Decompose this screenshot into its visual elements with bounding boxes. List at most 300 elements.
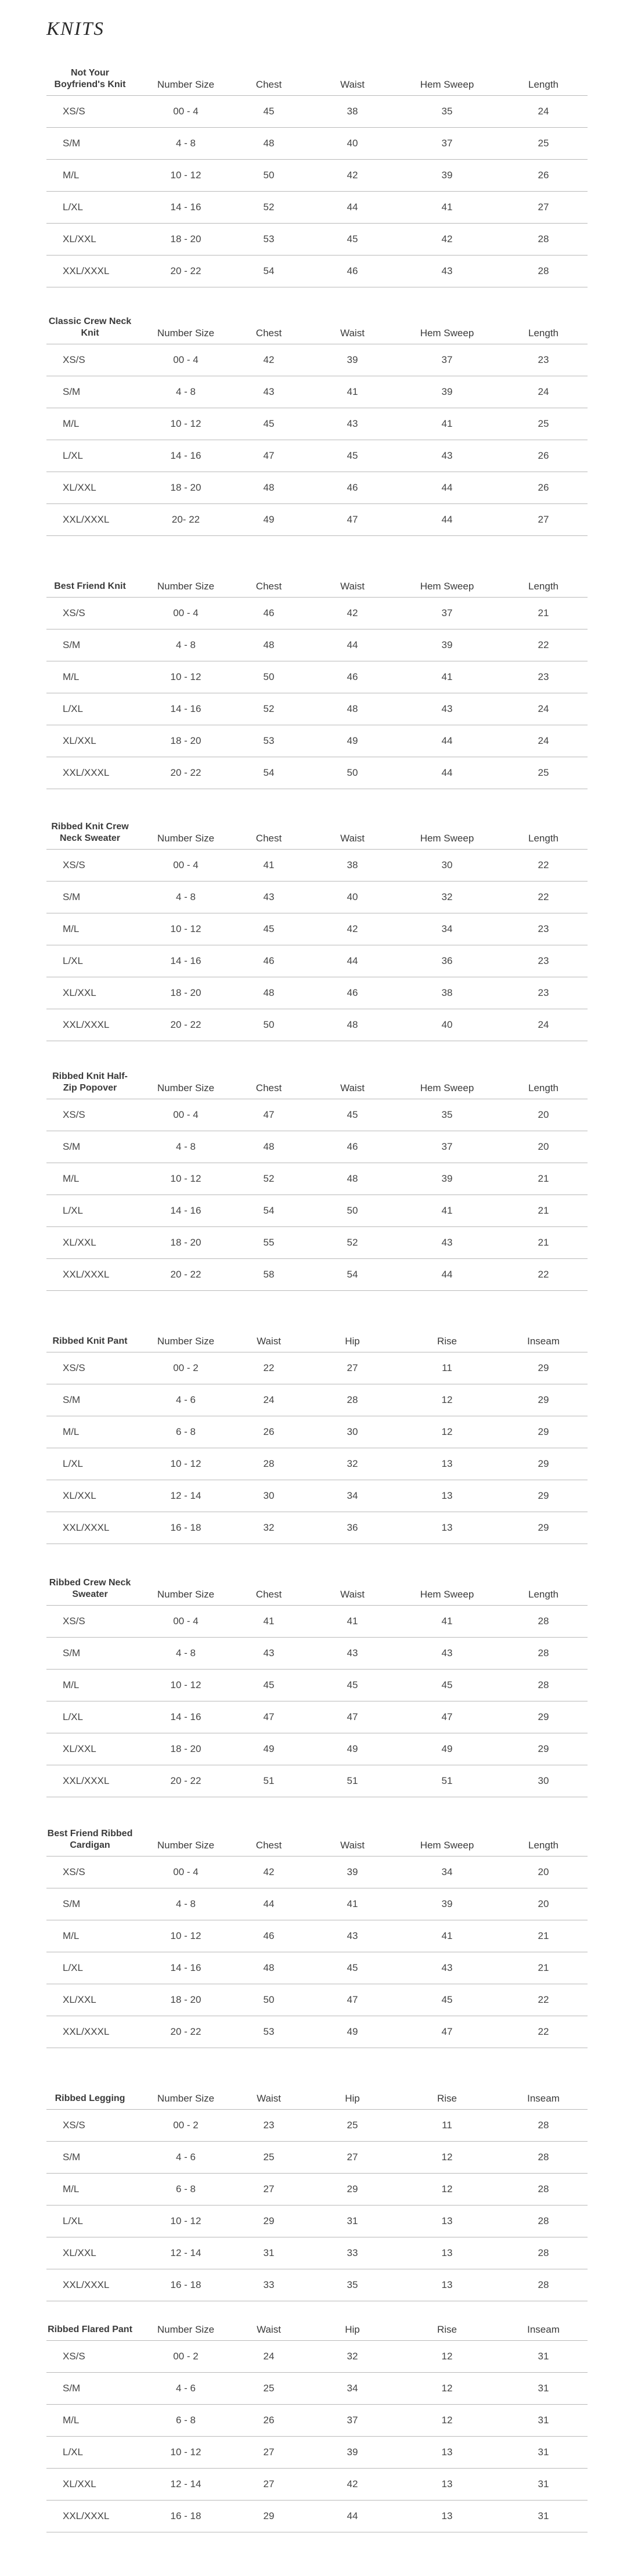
column-header: Rise <box>437 1336 457 1347</box>
measurement-cell: 4 - 8 <box>175 639 196 650</box>
table-body <box>46 95 588 287</box>
measurement-cell: 32 <box>347 1458 358 1469</box>
measurement-cell: 46 <box>347 671 358 682</box>
table-header <box>46 560 588 597</box>
measurement-cell: 00 - 2 <box>173 1362 199 1373</box>
size-label: M/L <box>63 418 80 429</box>
measurement-cell: 11 <box>442 2120 452 2131</box>
measurement-cell: 40 <box>441 1019 453 1030</box>
size-label: S/M <box>63 386 81 397</box>
measurement-cell: 31 <box>538 2383 549 2394</box>
size-label: XS/S <box>63 1866 85 1877</box>
table-header <box>46 58 588 95</box>
measurement-cell: 6 - 8 <box>175 2415 196 2426</box>
measurement-cell: 20 - 22 <box>170 1775 201 1786</box>
measurement-cell: 55 <box>263 1237 275 1248</box>
measurement-cell: 27 <box>263 2183 275 2194</box>
size-label: XS/S <box>63 1616 85 1627</box>
size-table <box>46 1062 588 1291</box>
table-row <box>46 757 588 789</box>
measurement-cell: 24 <box>263 2351 275 2362</box>
measurement-cell: 47 <box>441 2026 453 2037</box>
measurement-cell: 10 - 12 <box>170 1679 201 1690</box>
size-label: XL/XXL <box>63 482 96 493</box>
column-header: Number Size <box>157 79 215 90</box>
measurement-cell: 49 <box>263 1743 275 1754</box>
size-label: M/L <box>63 1426 80 1437</box>
measurement-cell: 28 <box>263 1458 275 1469</box>
column-header: Number Size <box>157 581 215 592</box>
measurement-cell: 21 <box>538 1930 549 1941</box>
table-row <box>46 2372 588 2404</box>
measurement-cell: 4 - 8 <box>175 1647 196 1658</box>
measurement-cell: 43 <box>347 418 358 429</box>
size-label: L/XL <box>63 1205 83 1216</box>
table-row <box>46 1888 588 1920</box>
measurement-cell: 48 <box>263 987 275 998</box>
measurement-cell: 41 <box>441 1930 453 1941</box>
size-label: XS/S <box>63 859 85 870</box>
column-header: Chest <box>255 833 282 844</box>
size-label: XL/XXL <box>63 1994 96 2005</box>
column-header: Chest <box>255 79 282 90</box>
measurement-cell: 13 <box>441 2247 453 2258</box>
measurement-cell: 27 <box>263 2447 275 2458</box>
measurement-cell: 26 <box>538 170 549 181</box>
measurement-cell: 45 <box>347 1109 358 1120</box>
measurement-cell: 47 <box>263 450 275 461</box>
measurement-cell: 52 <box>263 703 275 714</box>
size-label: S/M <box>63 138 81 149</box>
table-row <box>46 408 588 440</box>
measurement-cell: 13 <box>441 1490 453 1501</box>
column-header: Waist <box>340 328 365 339</box>
size-table <box>46 58 588 287</box>
measurement-cell: 44 <box>347 639 358 650</box>
measurement-cell: 34 <box>347 1490 358 1501</box>
measurement-cell: 13 <box>441 2279 453 2290</box>
size-label: L/XL <box>63 2447 83 2458</box>
measurement-cell: 47 <box>347 1994 358 2005</box>
measurement-cell: 29 <box>538 1490 549 1501</box>
measurement-cell: 41 <box>441 418 453 429</box>
table-header <box>46 1062 588 1099</box>
size-table <box>46 1315 588 1544</box>
measurement-cell: 45 <box>263 1679 275 1690</box>
column-header: Length <box>528 328 558 339</box>
column-header: Length <box>528 1840 558 1851</box>
measurement-cell: 49 <box>347 1743 358 1754</box>
table-body <box>46 2340 588 2532</box>
measurement-cell: 45 <box>441 1994 453 2005</box>
measurement-cell: 32 <box>441 891 453 902</box>
measurement-cell: 23 <box>538 987 549 998</box>
column-header: Hem Sweep <box>420 1589 474 1600</box>
measurement-cell: 29 <box>538 1711 549 1722</box>
measurement-cell: 23 <box>263 2120 275 2131</box>
size-label: XXL/XXXL <box>63 767 110 778</box>
measurement-cell: 18 - 20 <box>170 482 201 493</box>
size-label: XL/XXL <box>63 2247 96 2258</box>
size-label: L/XL <box>63 450 83 461</box>
size-label: L/XL <box>63 2215 83 2226</box>
measurement-cell: 25 <box>263 2152 275 2163</box>
measurement-cell: 46 <box>347 987 358 998</box>
measurement-cell: 49 <box>347 735 358 746</box>
table-row <box>46 597 588 629</box>
size-label: M/L <box>63 1679 80 1690</box>
measurement-cell: 41 <box>441 202 453 213</box>
measurement-cell: 50 <box>263 671 275 682</box>
measurement-cell: 23 <box>538 671 549 682</box>
measurement-cell: 4 - 8 <box>175 891 196 902</box>
size-label: M/L <box>63 170 80 181</box>
measurement-cell: 53 <box>263 2026 275 2037</box>
table-row <box>46 2205 588 2237</box>
table-row <box>46 440 588 472</box>
size-label: XS/S <box>63 1109 85 1120</box>
column-header: Length <box>528 833 558 844</box>
table-row <box>46 913 588 945</box>
measurement-cell: 29 <box>538 1458 549 1469</box>
size-label: XXL/XXXL <box>63 2026 110 2037</box>
column-header: Inseam <box>527 2093 560 2104</box>
measurement-cell: 31 <box>538 2415 549 2426</box>
measurement-cell: 51 <box>263 1775 275 1786</box>
measurement-cell: 42 <box>347 170 358 181</box>
measurement-cell: 25 <box>538 138 549 149</box>
measurement-cell: 28 <box>538 265 549 276</box>
measurement-cell: 40 <box>347 138 358 149</box>
measurement-cell: 4 - 6 <box>175 2383 196 2394</box>
measurement-cell: 28 <box>538 1679 549 1690</box>
measurement-cell: 42 <box>263 354 275 365</box>
measurement-cell: 30 <box>347 1426 358 1437</box>
column-header: Number Size <box>157 2093 215 2104</box>
measurement-cell: 43 <box>441 1962 453 1973</box>
size-label: XXL/XXXL <box>63 1269 110 1280</box>
measurement-cell: 22 <box>263 1362 275 1373</box>
measurement-cell: 26 <box>538 450 549 461</box>
table-row <box>46 1952 588 1984</box>
table-header <box>46 1315 588 1352</box>
measurement-cell: 42 <box>347 2478 358 2489</box>
product-name: Ribbed Flared Pant <box>48 2325 132 2334</box>
measurement-cell: 28 <box>538 2120 549 2131</box>
measurement-cell: 35 <box>347 2279 358 2290</box>
measurement-cell: 54 <box>263 265 275 276</box>
measurement-cell: 00 - 4 <box>173 1616 199 1627</box>
measurement-cell: 28 <box>538 2247 549 2258</box>
measurement-cell: 41 <box>441 671 453 682</box>
column-header: Chest <box>255 581 282 592</box>
measurement-cell: 52 <box>263 1173 275 1184</box>
measurement-cell: 4 - 6 <box>175 2152 196 2163</box>
measurement-cell: 24 <box>538 386 549 397</box>
table-row <box>46 1733 588 1765</box>
table-row <box>46 127 588 159</box>
measurement-cell: 28 <box>347 1394 358 1405</box>
table-row <box>46 1099 588 1131</box>
measurement-cell: 27 <box>538 514 549 525</box>
measurement-cell: 30 <box>538 1775 549 1786</box>
size-label: XS/S <box>63 607 85 618</box>
column-header: Hem Sweep <box>420 833 474 844</box>
measurement-cell: 20 <box>538 1141 549 1152</box>
size-table <box>46 1568 588 1797</box>
measurement-cell: 37 <box>441 138 453 149</box>
size-label: L/XL <box>63 703 83 714</box>
measurement-cell: 18 - 20 <box>170 1237 201 1248</box>
table-row <box>46 1416 588 1448</box>
column-header: Chest <box>255 1082 282 1093</box>
size-label: XL/XXL <box>63 987 96 998</box>
product-name: Ribbed Knit Crew Neck Sweater <box>51 822 129 843</box>
measurement-cell: 21 <box>538 1962 549 1973</box>
measurement-cell: 43 <box>347 1647 358 1658</box>
measurement-cell: 50 <box>347 1205 358 1216</box>
measurement-cell: 14 - 16 <box>170 955 201 966</box>
measurement-cell: 44 <box>441 1269 453 1280</box>
measurement-cell: 46 <box>347 1141 358 1152</box>
column-header: Rise <box>437 2324 457 2335</box>
measurement-cell: 39 <box>441 386 453 397</box>
column-header: Waist <box>340 1082 365 1093</box>
column-header: Length <box>528 581 558 592</box>
size-label: XXL/XXXL <box>63 1775 110 1786</box>
measurement-cell: 27 <box>538 202 549 213</box>
table-row <box>46 344 588 376</box>
size-label: XS/S <box>63 354 85 365</box>
table-body <box>46 597 588 789</box>
measurement-cell: 48 <box>347 703 358 714</box>
column-header: Hip <box>345 1336 360 1347</box>
measurement-cell: 51 <box>347 1775 358 1786</box>
measurement-cell: 22 <box>538 639 549 650</box>
measurement-cell: 20 <box>538 1898 549 1909</box>
measurement-cell: 48 <box>347 1173 358 1184</box>
measurement-cell: 34 <box>347 2383 358 2394</box>
table-body <box>46 1352 588 1544</box>
column-header: Number Size <box>157 1336 215 1347</box>
measurement-cell: 13 <box>441 2478 453 2489</box>
measurement-cell: 43 <box>263 891 275 902</box>
size-label: M/L <box>63 671 80 682</box>
measurement-cell: 29 <box>263 2510 275 2521</box>
measurement-cell: 44 <box>347 955 358 966</box>
size-label: XS/S <box>63 2120 85 2131</box>
measurement-cell: 18 - 20 <box>170 1743 201 1754</box>
size-table <box>46 1819 588 2048</box>
measurement-cell: 14 - 16 <box>170 1711 201 1722</box>
table-row <box>46 2173 588 2205</box>
measurement-cell: 18 - 20 <box>170 735 201 746</box>
column-header: Waist <box>257 2093 281 2104</box>
measurement-cell: 46 <box>347 482 358 493</box>
column-header: Length <box>528 1082 558 1093</box>
measurement-cell: 50 <box>263 1994 275 2005</box>
measurement-cell: 27 <box>263 2478 275 2489</box>
measurement-cell: 20 - 22 <box>170 1019 201 1030</box>
measurement-cell: 47 <box>263 1109 275 1120</box>
measurement-cell: 12 - 14 <box>170 2478 201 2489</box>
measurement-cell: 4 - 8 <box>175 386 196 397</box>
measurement-cell: 46 <box>263 607 275 618</box>
measurement-cell: 21 <box>538 1237 549 1248</box>
column-header: Rise <box>437 2093 457 2104</box>
table-row <box>46 725 588 757</box>
measurement-cell: 45 <box>263 106 275 117</box>
measurement-cell: 29 <box>347 2183 358 2194</box>
measurement-cell: 28 <box>538 1647 549 1658</box>
measurement-cell: 18 - 20 <box>170 233 201 244</box>
measurement-cell: 48 <box>263 1141 275 1152</box>
measurement-cell: 25 <box>263 2383 275 2394</box>
measurement-cell: 43 <box>441 703 453 714</box>
measurement-cell: 26 <box>538 482 549 493</box>
size-label: M/L <box>63 2415 80 2426</box>
measurement-cell: 50 <box>263 170 275 181</box>
size-label: L/XL <box>63 955 83 966</box>
measurement-cell: 31 <box>538 2351 549 2362</box>
measurement-cell: 00 - 4 <box>173 859 199 870</box>
column-header: Number Size <box>157 833 215 844</box>
measurement-cell: 18 - 20 <box>170 987 201 998</box>
table-row <box>46 2500 588 2532</box>
table-row <box>46 661 588 693</box>
measurement-cell: 13 <box>441 1522 453 1533</box>
size-table <box>46 2072 588 2301</box>
size-table <box>46 560 588 789</box>
measurement-cell: 18 - 20 <box>170 1994 201 2005</box>
measurement-cell: 48 <box>347 1019 358 1030</box>
measurement-cell: 28 <box>538 2279 549 2290</box>
column-header: Waist <box>340 1589 365 1600</box>
measurement-cell: 39 <box>441 639 453 650</box>
measurement-cell: 30 <box>263 1490 275 1501</box>
table-row <box>46 1258 588 1291</box>
measurement-cell: 29 <box>538 1743 549 1754</box>
measurement-cell: 00 - 4 <box>173 1866 199 1877</box>
table-row <box>46 223 588 255</box>
measurement-cell: 24 <box>538 1019 549 1030</box>
column-header: Number Size <box>157 1082 215 1093</box>
measurement-cell: 12 <box>441 1394 453 1405</box>
size-label: XS/S <box>63 1362 85 1373</box>
table-row <box>46 95 588 127</box>
measurement-cell: 10 - 12 <box>170 923 201 934</box>
table-row <box>46 693 588 725</box>
measurement-cell: 28 <box>538 233 549 244</box>
measurement-cell: 48 <box>263 138 275 149</box>
measurement-cell: 44 <box>441 767 453 778</box>
table-header <box>46 1568 588 1605</box>
size-table <box>46 307 588 536</box>
column-header: Number Size <box>157 1589 215 1600</box>
measurement-cell: 43 <box>263 386 275 397</box>
measurement-cell: 10 - 12 <box>170 2215 201 2226</box>
size-label: L/XL <box>63 202 83 213</box>
column-header: Hem Sweep <box>420 1840 474 1851</box>
measurement-cell: 31 <box>538 2510 549 2521</box>
column-header: Chest <box>255 1840 282 1851</box>
measurement-cell: 44 <box>347 2510 358 2521</box>
measurement-cell: 11 <box>442 1362 452 1373</box>
measurement-cell: 00 - 4 <box>173 106 199 117</box>
measurement-cell: 39 <box>441 170 453 181</box>
measurement-cell: 42 <box>347 607 358 618</box>
measurement-cell: 10 - 12 <box>170 418 201 429</box>
measurement-cell: 43 <box>441 450 453 461</box>
size-label: S/M <box>63 1394 81 1405</box>
measurement-cell: 22 <box>538 1269 549 1280</box>
measurement-cell: 50 <box>347 767 358 778</box>
measurement-cell: 4 - 8 <box>175 1141 196 1152</box>
measurement-cell: 54 <box>263 1205 275 1216</box>
column-header: Hip <box>345 2093 360 2104</box>
measurement-cell: 41 <box>263 1616 275 1627</box>
product-name: Classic Crew Neck Knit <box>48 316 132 338</box>
measurement-cell: 44 <box>441 514 453 525</box>
measurement-cell: 12 <box>441 2351 453 2362</box>
measurement-cell: 45 <box>347 1962 358 1973</box>
measurement-cell: 47 <box>347 1711 358 1722</box>
measurement-cell: 46 <box>347 265 358 276</box>
measurement-cell: 24 <box>538 106 549 117</box>
measurement-cell: 42 <box>263 1866 275 1877</box>
table-row <box>46 503 588 536</box>
table-row <box>46 1920 588 1952</box>
table-row <box>46 191 588 223</box>
size-label: XL/XXL <box>63 2478 96 2489</box>
table-row <box>46 1448 588 1480</box>
measurement-cell: 10 - 12 <box>170 1930 201 1941</box>
measurement-cell: 32 <box>263 1522 275 1533</box>
measurement-cell: 28 <box>538 2215 549 2226</box>
measurement-cell: 48 <box>263 639 275 650</box>
size-label: S/M <box>63 1898 81 1909</box>
table-row <box>46 2269 588 2301</box>
measurement-cell: 45 <box>347 233 358 244</box>
measurement-cell: 21 <box>538 1173 549 1184</box>
measurement-cell: 22 <box>538 1994 549 2005</box>
table-row <box>46 2340 588 2372</box>
table-row <box>46 2436 588 2468</box>
measurement-cell: 00 - 4 <box>173 1109 199 1120</box>
measurement-cell: 12 - 14 <box>170 2247 201 2258</box>
measurement-cell: 48 <box>263 482 275 493</box>
measurement-cell: 10 - 12 <box>170 1173 201 1184</box>
table-row <box>46 255 588 287</box>
measurement-cell: 29 <box>538 1362 549 1373</box>
table-row <box>46 849 588 881</box>
measurement-cell: 45 <box>347 1679 358 1690</box>
measurement-cell: 35 <box>441 1109 453 1120</box>
measurement-cell: 14 - 16 <box>170 202 201 213</box>
table-row <box>46 1512 588 1544</box>
measurement-cell: 43 <box>347 1930 358 1941</box>
table-row <box>46 2404 588 2436</box>
measurement-cell: 26 <box>263 1426 275 1437</box>
product-name: Not Your Boyfriend's Knit <box>54 68 126 89</box>
measurement-cell: 26 <box>263 2415 275 2426</box>
table-body <box>46 1856 588 2048</box>
measurement-cell: 12 <box>441 2183 453 2194</box>
measurement-cell: 50 <box>263 1019 275 1030</box>
size-label: S/M <box>63 2383 81 2394</box>
measurement-cell: 38 <box>441 987 453 998</box>
size-label: XL/XXL <box>63 1237 96 1248</box>
